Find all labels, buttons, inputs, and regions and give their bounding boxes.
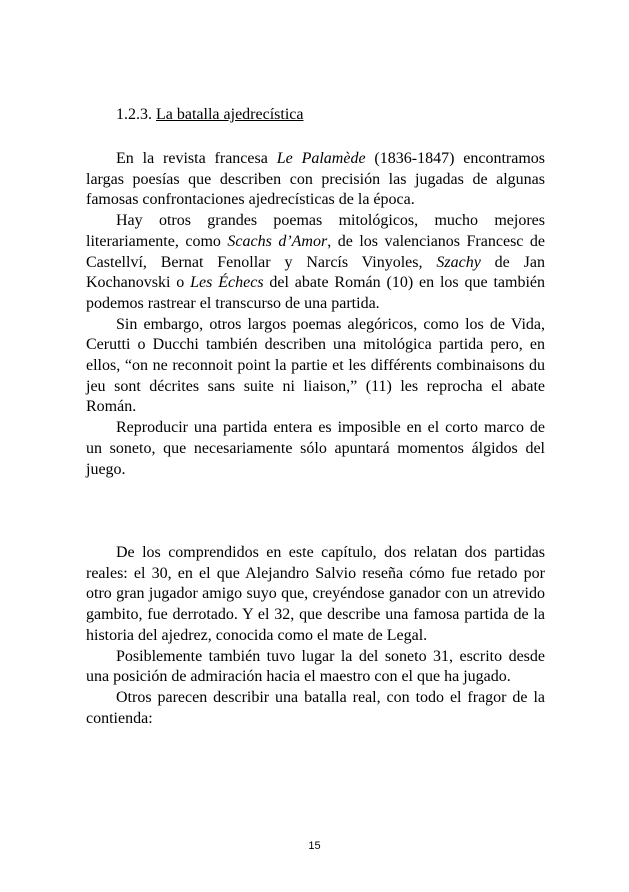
section-title: La batalla ajedrecística [156,106,304,123]
italic-title: Les Échecs [190,274,264,292]
page-number: 15 [308,840,321,852]
text-run: de Jan Kochanovski o [86,253,545,292]
paragraph-real-battle: Otros parecen describir una batalla real, con todo el fragor de la contienda: [86,688,545,727]
section-number: 1.2.3. [116,106,152,123]
section-heading [86,105,545,125]
italic-title: Szachy [436,253,481,271]
text-run: del abate Román (10) en los que también podemos rastrear el transcurso de una partida. [86,274,545,312]
italic-title: Scachs d’Amor [227,232,328,250]
paragraph-sonnet-31: Posiblemente también tuvo lugar la del soneto 31, escrito desde una posición de admiración hacia el maestro con el que ha jugado. [86,647,545,686]
text-section-2 [86,543,545,729]
text-run: Hay otros grandes poemas mitológicos, mucho mejores literariamente, como [86,212,545,250]
paragraph-mythological-poems [86,211,545,315]
paragraph-sonnet-limits: Reproducir una partida entera es imposible en el corto marco de un soneto, que necesariamente sólo apuntará momentos álgidos del juego. [86,419,545,478]
text-section-1 [86,149,545,480]
text-run: En la revista francesa [116,150,277,167]
paragraph-allegorical-poems: Sin embargo, otros largos poemas alegóricos, como los de Vida, Cerutti o Ducchi también describen una mitológica partida pero, en ellos, “on ne reconnoit point la partie et les différents combinaisons du jeu sont décrites sans suite ni liaison,” (11) les reprocha el abate Román. [86,315,545,416]
text-run: (1836-1847) encontramos largas poesías que describen con precisión las jugadas de algunas famosas confrontaciones ajedrecísticas de la época. [86,150,545,209]
italic-title: Le Palamède [276,150,366,167]
text-run: , de los valencianos Francesc de Castellví, Bernat Fenollar y Narcís Vinyoles, [86,232,545,271]
paragraph-palamede [86,149,545,211]
paragraph-real-games: De los comprendidos en este capítulo, dos relatan dos partidas reales: el 30, en el que Alejandro Salvio reseña cómo fue retado por otro gran jugador amigo suyo que, creyéndose ganador con un atrevido gambito, fue derrotado. Y el 32, que describe una famosa partida de la historia del ajedrez, conocida como el mate de Legal. [86,544,545,644]
